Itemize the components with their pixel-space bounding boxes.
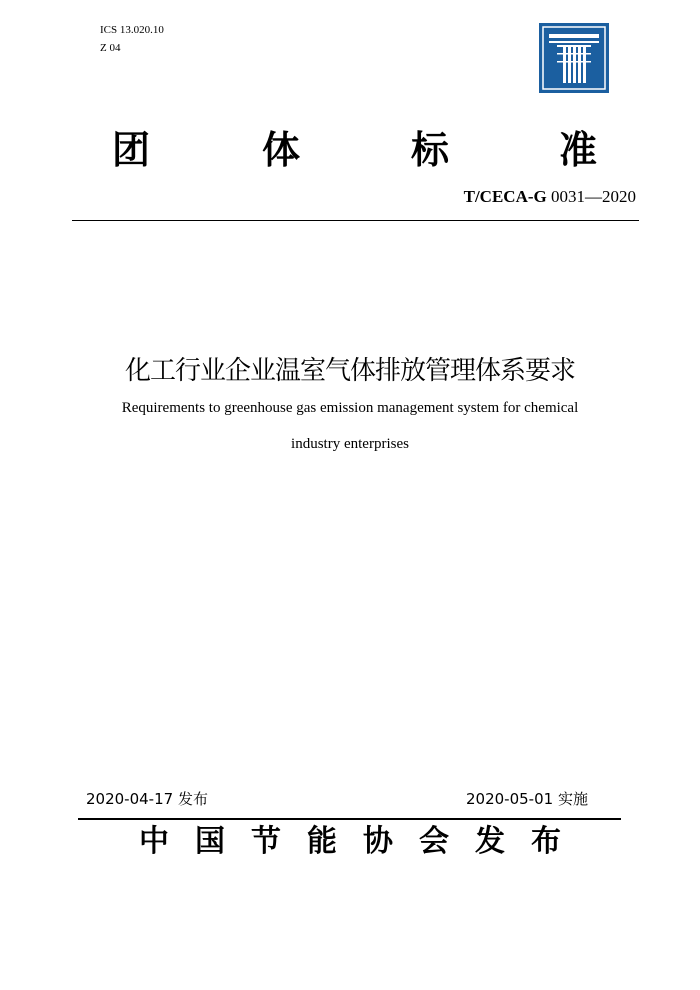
association-logo-icon [539,23,609,93]
english-title-line-2: industry enterprises [291,436,409,452]
implementation-date: 2020-05-01 实施 [466,790,588,808]
publish-date: 2020-04-17 发布 [86,790,208,808]
issuing-organization: 中国节能协会发布 [139,824,587,859]
standard-number-prefix: T/CECA-G [463,187,547,206]
ics-code: ICS 13.020.10 [100,24,164,36]
english-title-line-1: Requirements to greenhouse gas emission management system for chemical [121,400,579,416]
classification-code: Z 04 [100,42,121,54]
standard-number-value: 0031—2020 [546,187,636,206]
standard-type-char-1: 团 [112,127,151,172]
chinese-title: 化工行业企业温室气体排放管理体系要求 [124,356,575,386]
logo-graphic [539,23,609,93]
standard-type-char-4: 准 [559,127,598,172]
standard-type-char-2: 体 [262,127,301,172]
header-divider [72,220,639,221]
standard-number [464,187,636,207]
standard-type-char-3: 标 [411,127,450,172]
